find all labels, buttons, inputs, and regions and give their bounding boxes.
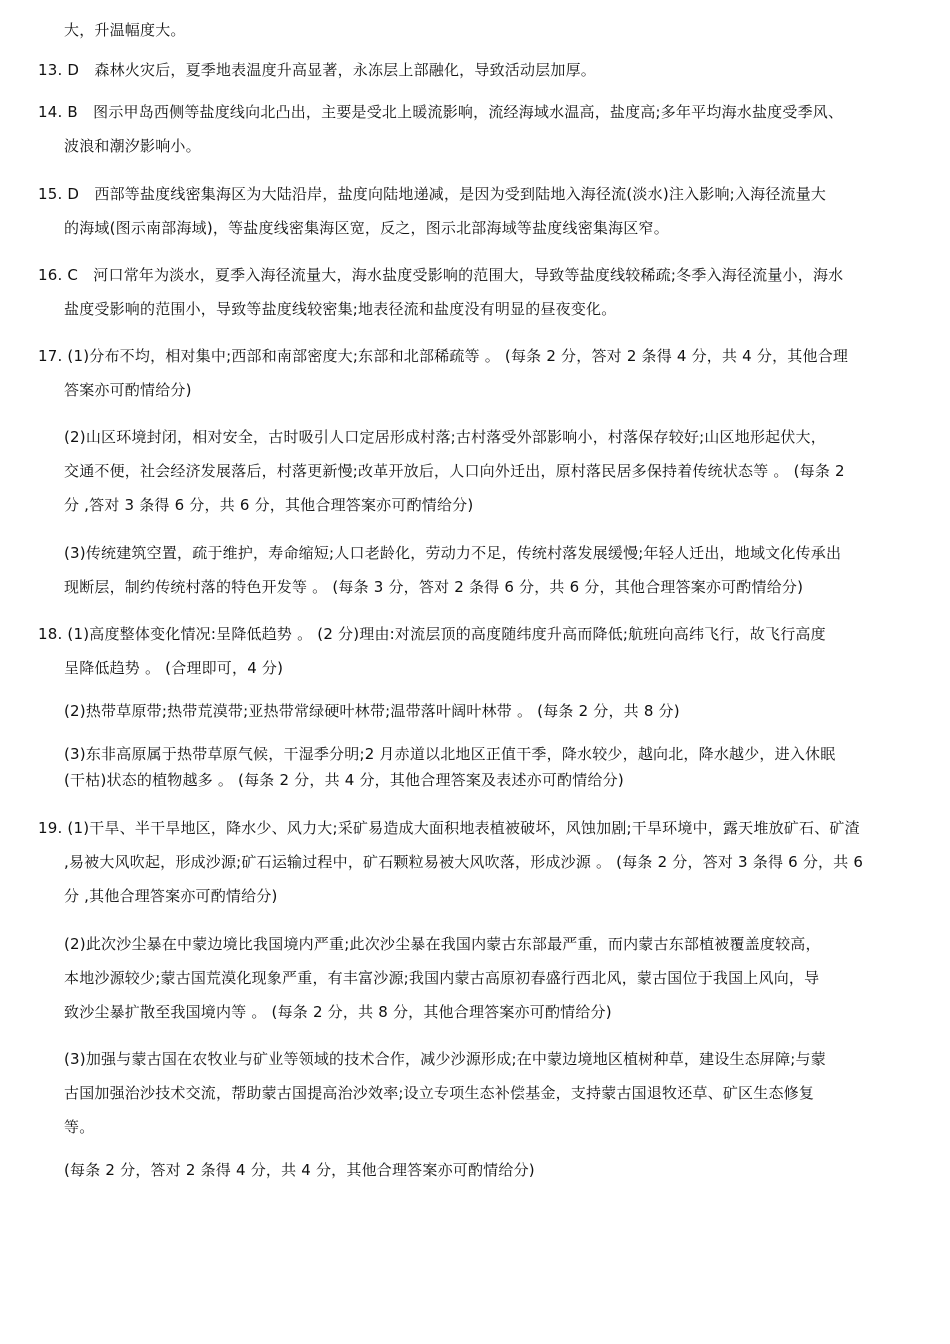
q17-part2-line3: 分 ,答对 3 条得 6 分，共 6 分，其他合理答案亦可酌情给分) [64, 496, 474, 514]
q16-answer-line2: 盐度受影响的范围小，导致等盐度线较密集;地表径流和盐度没有明显的昼夜变化。 [64, 300, 617, 318]
q17-part2-line1: (2)山区环境封闭，相对安全，古时吸引人口定居形成村落;古村落受外部影响小，村落保存较好;山区地形起伏大， [64, 428, 826, 446]
q18-part2: (2)热带草原带;热带荒漠带;亚热带常绿硬叶林带;温带落叶阔叶林带 。 (每条 2 分，共 8 分) [64, 702, 680, 720]
q19-part3-line2: 古国加强治沙技术交流，帮助蒙古国提高治沙效率;设立专项生态补偿基金，支持蒙古国退牧还草、矿区生态修复 [64, 1084, 815, 1102]
q18-part3-line2: (干枯)状态的植物越多 。 (每条 2 分，共 4 分，其他合理答案及表述亦可酌情给分) [64, 771, 624, 789]
q15-answer-line2: 的海域(图示南部海域)，等盐度线密集海区宽，反之，图示北部海域等盐度线密集海区窄。 [64, 219, 669, 237]
q19-part3-line3: 等。 [64, 1118, 95, 1136]
q13-answer: 13. D 森林火灾后，夏季地表温度升高显著，永冻层上部融化，导致活动层加厚。 [38, 61, 596, 79]
q17-part1-line1: 17. (1)分布不均，相对集中;西部和南部密度大;东部和北部稀疏等 。 (每条 2 分，答对 2 条得 4 分，共 4 分，其他合理 [38, 347, 849, 365]
q17-part3-line1: (3)传统建筑空置，疏于维护，寿命缩短;人口老龄化，劳动力不足，传统村落发展缓慢;年轻人迁出，地域文化传承出 [64, 544, 842, 562]
q19-part2-line3: 致沙尘暴扩散至我国境内等 。 (每条 2 分，共 8 分，其他合理答案亦可酌情给分) [64, 1003, 612, 1021]
q19-part1-line1: 19. (1)干旱、半干旱地区，降水少、风力大;采矿易造成大面积地表植被破坏，风蚀加剧;干旱环境中，露天堆放矿石、矿渣 [38, 819, 860, 837]
q19-part3-line1: (3)加强与蒙古国在农牧业与矿业等领域的技术合作，减少沙源形成;在中蒙边境地区植树种草，建设生态屏障;与蒙 [64, 1050, 826, 1068]
q14-answer-line1: 14. B 图示甲岛西侧等盐度线向北凸出，主要是受北上暖流影响，流经海域水温高，盐度高;多年平均海水盐度受季风、 [38, 103, 844, 121]
q16-answer-line1: 16. C 河口常年为淡水，夏季入海径流量大，海水盐度受影响的范围大，导致等盐度线较稀疏;冬季入海径流量小，海水 [38, 266, 844, 284]
q17-part1-line2: 答案亦可酌情给分) [64, 381, 192, 399]
q18-part1-line2: 呈降低趋势 。 (合理即可，4 分) [64, 659, 284, 677]
q17-part2-line2: 交通不便，社会经济发展落后，村落更新慢;改革开放后，人口向外迁出，原村落民居多保持着传统状态等 。 (每条 2 [64, 462, 845, 480]
q18-part3-line1: (3)东非高原属于热带草原气候，干湿季分明;2 月赤道以北地区正值干季，降水较少，越向北，降水越少，进入休眠 [64, 745, 836, 763]
q19-part1-line3: 分 ,其他合理答案亦可酌情给分) [64, 887, 278, 905]
q18-part1-line1: 18. (1)高度整体变化情况:呈降低趋势 。 (2 分)理由:对流层顶的高度随纬度升高而降低;航班向高纬飞行，故飞行高度 [38, 625, 826, 643]
q17-part3-line2: 现断层，制约传统村落的特色开发等 。 (每条 3 分，答对 2 条得 6 分，共 6 分，其他合理答案亦可酌情给分) [64, 578, 804, 596]
q14-answer-line2: 波浪和潮汐影响小。 [64, 137, 201, 155]
q19-part2-line2: 本地沙源较少;蒙古国荒漠化现象严重，有丰富沙源;我国内蒙古高原初春盛行西北风，蒙古国位于我国上风向，导 [64, 969, 820, 987]
q12-continuation: 大，升温幅度大。 [64, 21, 186, 39]
q19-part2-line1: (2)此次沙尘暴在中蒙边境比我国境内严重;此次沙尘暴在我国内蒙古东部最严重，而内蒙古东部植被覆盖度较高， [64, 935, 821, 953]
q19-part3-scoring: (每条 2 分，答对 2 条得 4 分，共 4 分，其他合理答案亦可酌情给分) [64, 1161, 535, 1179]
q15-answer-line1: 15. D 西部等盐度线密集海区为大陆沿岸，盐度向陆地递减，是因为受到陆地入海径流(淡水)注入影响;入海径流量大 [38, 185, 827, 203]
q19-part1-line2: ,易被大风吹起，形成沙源;矿石运输过程中，矿石颗粒易被大风吹落，形成沙源 。 (每条 2 分，答对 3 条得 6 分，共 6 [64, 853, 864, 871]
